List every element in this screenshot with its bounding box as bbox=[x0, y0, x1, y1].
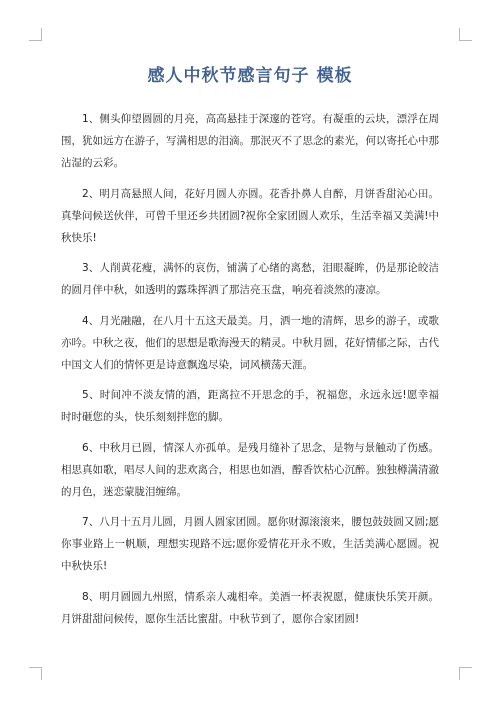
paragraph-8: 8、明月圆圆九州照，情系亲人魂相牵。美酒一杯表祝愿，健康快乐笑开颜。月饼甜甜问候传，愿你生活比蜜甜。中秋节到了，愿你合家团圆! bbox=[61, 590, 439, 625]
paragraph-4: 4、月光融融，在八月十五这天最美。月，洒一地的清辉，思乡的游子，或歌亦吟。中秋之夜，他们的思想是歌海漫天的精灵。中秋月圆，花好情郁之际，古代中国文人们的情怀更是诗意飘逸尽染，词风横荡天涯。 bbox=[61, 314, 439, 371]
paragraph-6: 6、中秋月已圆，情深人亦孤单。是残月缝补了思念，是物与景触动了伤感。相思真如歌，唱尽人间的悲欢离合，相思也如酒，醇香饮枯心沉醉。独独樽满清澈的月色，迷恋蒙胧泪缠绵。 bbox=[61, 441, 439, 498]
crop-mark-bottom-left bbox=[29, 667, 42, 680]
document-title: 感人中秋节感言句子 模板 bbox=[147, 66, 353, 86]
paragraph-7: 7、八月十五月儿圆，月圆人圆家团圆。愿你财源滚滚来，腰包鼓鼓圆又圆;愿你事业路上一帆顺，理想实现路不远;愿你爱情花开永不败，生活美满心愿圆。祝中秋快乐! bbox=[61, 516, 439, 572]
paragraph-5: 5、时间冲不淡友情的酒，距离拉不开思念的手，祝福您，永远永远!愿幸福时时砸您的头，快乐刻刻拌您的脚。 bbox=[61, 389, 439, 423]
crop-mark-bottom-right bbox=[459, 667, 472, 680]
crop-mark-top-right bbox=[459, 28, 472, 41]
document-body bbox=[61, 108, 439, 638]
crop-mark-top-left bbox=[29, 28, 42, 41]
paragraph-2: 2、明月高悬照人间，花好月圆人亦圆。花香扑鼻人自醉，月饼香甜沁心田。真挚问候送伙伴，可曾千里还乡共团圆?祝你全家团圆人欢乐，生活幸福又美满!中秋快乐! bbox=[61, 187, 439, 244]
paragraph-1: 1、侧头仰望圆圆的月亮，高高悬挂于深邃的苍穹。有凝重的云块，漂浮在周围，犹如远方在游子，写满相思的泪滴。那泯灭不了思念的素光，何以寄托心中那沾湿的云彩。 bbox=[61, 113, 439, 169]
paragraph-3: 3、人削黄花瘦，满怀的哀伤，铺满了心绪的离愁，泪眼凝眸，仍是那论皎洁的圆月伴中秋，如透明的露珠挥洒了那洁亮玉盘，响亮着淡然的凄凉。 bbox=[61, 262, 439, 296]
